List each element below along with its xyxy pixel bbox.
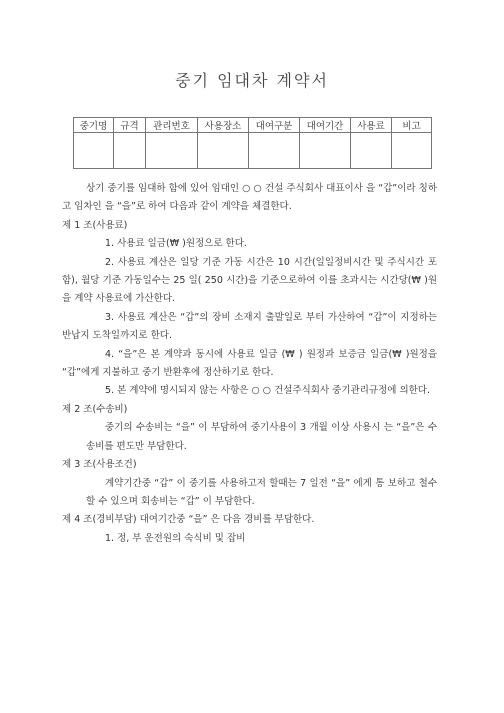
header-rental-type: 대여구분 (249, 118, 300, 133)
article-1-clause-4: 4. “을”은 본 계약과 동시에 사용료 일금 (₩ ) 원정과 보증금 일금(₩ )원정을 “갑”에게 지불하고 중기 반환후에 정산하기로 한다. (62, 348, 437, 379)
header-spec: 규격 (114, 118, 146, 133)
equipment-table (73, 117, 432, 169)
article-4-clause-1: 1. 정, 부 운전원의 숙식비 및 잡비 (105, 532, 246, 544)
table-cell (74, 133, 114, 169)
article-4-heading: 제 4 조(경비부담) 대여기간중 “을” 은 다음 경비를 부담한다. (62, 514, 315, 526)
document-title: 중기 임대차 계약서 (175, 71, 329, 90)
table-cell (114, 133, 146, 169)
table-cell (249, 133, 300, 169)
table-cell (392, 133, 432, 169)
header-rental-period: 대여기간 (300, 118, 351, 133)
table-header-row (74, 118, 432, 133)
header-management-number: 관리번호 (146, 118, 198, 133)
article-1-clause-3: 3. 사용료 계산은 “갑”의 장비 소재지 출발일로 부터 가산하여 “갑”이 지정하는 반납지 도착일까지로 한다. (62, 311, 437, 342)
article-1-heading: 제 1 조(사용료) (62, 219, 128, 231)
header-fee: 사용료 (351, 118, 392, 133)
table-cell (300, 133, 351, 169)
header-equipment-name: 중기명 (74, 118, 114, 133)
article-2-heading: 제 2 조(수송비) (62, 403, 128, 415)
table-cell (198, 133, 249, 169)
article-1-clause-2: 2. 사용료 계산은 일당 기준 가동 시간은 10 시간(일일정비시간 및 주식시간 포함), 월당 기준 가동일수는 25 일( 250 시간)을 기준으로하여 이를 초과시는 시간당(₩ )원을 계약 사용료에 가산한다. (62, 256, 437, 305)
table-row (74, 133, 432, 169)
article-3-heading: 제 3 조(사용조건) (62, 459, 137, 471)
table-cell (146, 133, 198, 169)
intro-paragraph: 상기 중기를 임대하 함에 있어 임대인 ○ ○ 건설 주식회사 대표이사 을 “갑”이라 칭하고 임차인 을 “을”로 하여 다음과 같이 계약을 체결한다. (62, 183, 437, 213)
contract-body (62, 180, 437, 548)
table-cell (351, 133, 392, 169)
header-remarks: 비고 (392, 118, 432, 133)
article-1-clause-1: 1. 사용료 일금(₩ )원정으로 한다. (105, 238, 247, 250)
article-2-text: 중기의 수송비는 “을” 이 부담하여 중기사용이 3 개월 이상 사용시 는 “을”은 수송비를 편도만 부담한다. (86, 422, 437, 452)
article-3-text: 계약기간중 “갑” 이 중기를 사용하고저 할때는 7 일전 “을” 에게 통 보하고 철수할 수 있으며 회송비는 “갑” 이 부담한다. (86, 477, 437, 507)
article-1-clause-5: 5. 본 계약에 명시되지 않는 사항은 ○ ○ 건설주식회사 중기관리규정에 의한다. (105, 385, 430, 397)
header-usage-location: 사용장소 (198, 118, 249, 133)
